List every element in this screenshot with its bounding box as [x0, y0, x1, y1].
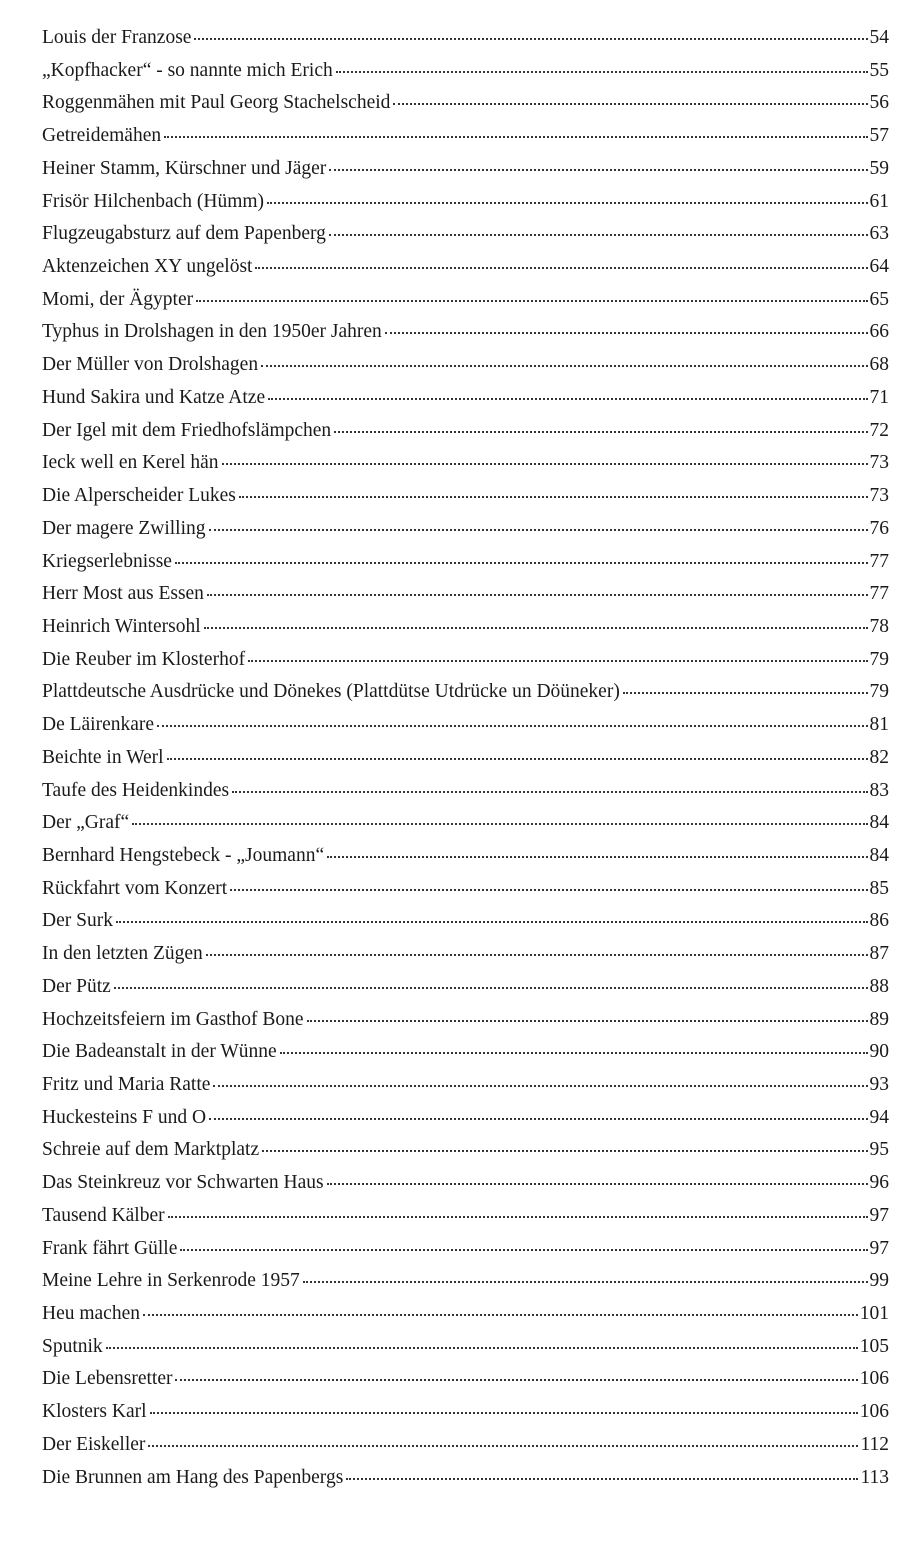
dot-leader: [175, 1379, 857, 1381]
toc-entry-title: Sputnik: [42, 1335, 103, 1357]
toc-entry-page: 87: [869, 943, 889, 965]
toc-entry: [42, 976, 889, 1009]
toc-entry: [42, 1074, 889, 1107]
toc-entry-page: 83: [869, 779, 889, 801]
toc-entry: [42, 125, 889, 158]
dot-leader: [116, 921, 868, 923]
toc-entry: [42, 518, 889, 551]
toc-entry-page: 85: [869, 877, 889, 899]
toc-entry-page: 65: [869, 288, 889, 310]
toc-entry-page: 90: [869, 1041, 889, 1063]
toc-entry: [42, 681, 889, 714]
toc-entry-title: Heu machen: [42, 1303, 140, 1325]
dot-leader: [261, 365, 867, 367]
toc-entry-page: 72: [869, 419, 889, 441]
toc-entry: [42, 1009, 889, 1042]
table-of-contents: [42, 27, 889, 1499]
dot-leader: [157, 725, 867, 727]
toc-entry: [42, 223, 889, 256]
dot-leader: [393, 103, 867, 105]
toc-entry-title: Das Steinkreuz vor Schwarten Haus: [42, 1172, 324, 1194]
toc-entry-page: 76: [869, 517, 889, 539]
dot-leader: [222, 463, 868, 465]
toc-entry-page: 79: [869, 681, 889, 703]
dot-leader: [303, 1281, 868, 1283]
toc-entry-title: Frank fährt Gülle: [42, 1237, 178, 1259]
toc-entry: [42, 1434, 889, 1467]
toc-entry: [42, 878, 889, 911]
dot-leader: [255, 267, 867, 269]
toc-entry-title: Hochzeitsfeiern im Gasthof Bone: [42, 1008, 304, 1030]
toc-entry-page: 106: [859, 1401, 889, 1423]
toc-entry: [42, 943, 889, 976]
dot-leader: [267, 202, 867, 204]
dot-leader: [334, 431, 867, 433]
toc-entry-page: 101: [859, 1303, 889, 1325]
toc-entry: [42, 191, 889, 224]
toc-entry: [42, 27, 889, 60]
dot-leader: [239, 496, 868, 498]
toc-entry: [42, 354, 889, 387]
toc-entry: [42, 60, 889, 93]
toc-entry-title: Der Pütz: [42, 975, 111, 997]
toc-entry: [42, 452, 889, 485]
toc-entry-page: 106: [859, 1368, 889, 1390]
toc-entry-title: Heiner Stamm, Kürschner und Jäger: [42, 157, 327, 179]
dot-leader: [230, 889, 867, 891]
dot-leader: [143, 1314, 858, 1316]
toc-entry: [42, 780, 889, 813]
dot-leader: [175, 562, 868, 564]
toc-entry-page: 89: [869, 1008, 889, 1030]
toc-entry-page: 88: [869, 975, 889, 997]
dot-leader: [164, 136, 867, 138]
dot-leader: [623, 692, 868, 694]
dot-leader: [180, 1249, 867, 1251]
toc-entry-title: Die Lebensretter: [42, 1368, 173, 1390]
toc-entry: [42, 551, 889, 584]
dot-leader: [336, 71, 868, 73]
toc-entry-title: Kriegserlebnisse: [42, 550, 172, 572]
toc-entry: [42, 714, 889, 747]
toc-entry: [42, 812, 889, 845]
toc-entry: [42, 92, 889, 125]
dot-leader: [148, 1445, 858, 1447]
toc-entry-page: 56: [869, 92, 889, 114]
toc-entry-title: Beichte in Werl: [42, 746, 164, 768]
toc-entry: [42, 1205, 889, 1238]
toc-entry: [42, 1172, 889, 1205]
toc-entry-page: 86: [869, 910, 889, 932]
toc-entry: [42, 420, 889, 453]
toc-entry-title: Huckesteins F und O: [42, 1106, 207, 1128]
toc-entry-title: Bernhard Hengstebeck - „Joumann“: [42, 844, 325, 866]
toc-entry-title: Roggenmähen mit Paul Georg Stachelscheid: [42, 92, 391, 114]
toc-entry-title: Der Surk: [42, 910, 113, 932]
toc-entry-title: Ieck well en Kerel hän: [42, 452, 219, 474]
toc-entry-page: 78: [869, 615, 889, 637]
toc-entry-page: 77: [869, 550, 889, 572]
toc-entry: [42, 321, 889, 354]
toc-entry-page: 73: [869, 452, 889, 474]
dot-leader: [307, 1020, 868, 1022]
toc-entry-page: 84: [869, 812, 889, 834]
toc-entry-page: 96: [869, 1172, 889, 1194]
toc-entry: [42, 1303, 889, 1336]
dot-leader: [207, 594, 868, 596]
dot-leader: [385, 332, 868, 334]
toc-entry-page: 81: [869, 714, 889, 736]
toc-entry-title: Herr Most aus Essen: [42, 583, 204, 605]
toc-entry-page: 57: [869, 125, 889, 147]
dot-leader: [213, 1085, 867, 1087]
toc-entry-title: Fritz und Maria Ratte: [42, 1074, 211, 1095]
toc-entry-page: 77: [869, 583, 889, 605]
toc-entry: [42, 1368, 889, 1401]
toc-entry-title: „Kopfhacker“ - so nannte mich Erich: [42, 59, 333, 81]
dot-leader: [327, 856, 867, 858]
toc-entry-title: Frisör Hilchenbach (Hümm): [42, 190, 265, 212]
toc-entry-title: Meine Lehre in Serkenrode 1957: [42, 1270, 300, 1292]
toc-entry: [42, 387, 889, 420]
toc-entry: [42, 158, 889, 191]
toc-entry-title: Heinrich Wintersohl: [42, 615, 201, 637]
toc-entry-page: 73: [869, 485, 889, 507]
toc-entry-page: 55: [869, 59, 889, 81]
toc-entry-title: Der Müller von Drolshagen: [42, 354, 259, 376]
toc-entry: [42, 845, 889, 878]
toc-entry-page: 63: [869, 223, 889, 245]
dot-leader: [132, 823, 867, 825]
toc-entry-title: Flugzeugabsturz auf dem Papenberg: [42, 223, 326, 245]
dot-leader: [248, 660, 867, 662]
toc-entry-page: 112: [860, 1433, 889, 1455]
toc-entry-page: 97: [869, 1204, 889, 1226]
toc-entry-page: 71: [869, 386, 889, 408]
toc-entry-page: 64: [869, 256, 889, 278]
toc-entry: [42, 616, 889, 649]
toc-entry-page: 66: [869, 321, 889, 343]
toc-entry-page: 94: [869, 1106, 889, 1128]
toc-entry: [42, 1467, 889, 1500]
dot-leader: [209, 529, 868, 531]
dot-leader: [327, 1183, 868, 1185]
toc-entry-title: In den letzten Zügen: [42, 943, 203, 965]
toc-entry-title: Tausend Kälber: [42, 1204, 165, 1226]
dot-leader: [329, 169, 867, 171]
toc-entry-title: Plattdeutsche Ausdrücke und Dönekes (Plattdütse Utdrücke un Döüneker): [42, 681, 620, 703]
toc-entry-page: 82: [869, 746, 889, 768]
toc-entry: [42, 1336, 889, 1369]
toc-entry: [42, 1139, 889, 1172]
dot-leader: [194, 38, 867, 40]
dot-leader: [114, 987, 868, 989]
toc-entry-page: 79: [869, 648, 889, 670]
toc-entry-title: Hund Sakira und Katze Atze: [42, 386, 266, 408]
toc-entry: [42, 1238, 889, 1271]
toc-entry-title: Der „Graf“: [42, 812, 130, 834]
toc-entry: [42, 256, 889, 289]
toc-entry: [42, 583, 889, 616]
toc-entry-title: Die Brunnen am Hang des Papenbergs: [42, 1466, 344, 1488]
toc-entry-title: Taufe des Heidenkindes: [42, 779, 230, 801]
toc-entry-title: Typhus in Drolshagen in den 1950er Jahren: [42, 321, 382, 343]
dot-leader: [168, 1216, 868, 1218]
toc-entry-page: 93: [869, 1074, 889, 1095]
toc-entry: [42, 1107, 889, 1140]
dot-leader: [206, 954, 868, 956]
dot-leader: [346, 1478, 858, 1480]
toc-entry-title: Der magere Zwilling: [42, 517, 206, 539]
toc-entry-title: Die Alperscheider Lukes: [42, 485, 236, 507]
dot-leader: [204, 627, 868, 629]
toc-entry-title: Die Badeanstalt in der Wünne: [42, 1041, 277, 1063]
toc-entry-page: 61: [869, 190, 889, 212]
toc-entry-page: 113: [860, 1466, 889, 1488]
toc-entry-title: Die Reuber im Klosterhof: [42, 648, 246, 670]
toc-entry-title: Momi, der Ägypter: [42, 288, 194, 310]
dot-leader: [167, 758, 868, 760]
toc-entry-page: 99: [869, 1270, 889, 1292]
dot-leader: [232, 791, 867, 793]
toc-entry: [42, 649, 889, 682]
dot-leader: [209, 1118, 867, 1120]
toc-entry-title: Der Igel mit dem Friedhofslämpchen: [42, 419, 332, 441]
toc-entry: [42, 1270, 889, 1303]
toc-entry-title: Klosters Karl: [42, 1401, 147, 1423]
toc-entry-title: Louis der Franzose: [42, 27, 192, 48]
toc-entry-title: De Läirenkare: [42, 714, 155, 736]
dot-leader: [196, 300, 867, 302]
toc-entry-title: Rückfahrt vom Konzert: [42, 877, 228, 899]
toc-entry: [42, 289, 889, 322]
toc-entry-page: 84: [869, 844, 889, 866]
dot-leader: [280, 1052, 868, 1054]
toc-entry: [42, 485, 889, 518]
toc-entry-title: Der Eiskeller: [42, 1433, 146, 1455]
toc-entry-page: 97: [869, 1237, 889, 1259]
toc-entry: [42, 1401, 889, 1434]
toc-entry-page: 59: [869, 157, 889, 179]
dot-leader: [262, 1150, 867, 1152]
dot-leader: [106, 1347, 858, 1349]
toc-entry: [42, 1041, 889, 1074]
dot-leader: [268, 398, 867, 400]
dot-leader: [329, 234, 868, 236]
toc-entry-page: 95: [869, 1139, 889, 1161]
dot-leader: [150, 1412, 858, 1414]
toc-entry: [42, 910, 889, 943]
toc-entry-page: 68: [869, 354, 889, 376]
toc-entry-title: Aktenzeichen XY ungelöst: [42, 256, 253, 278]
toc-entry-page: 54: [869, 27, 889, 48]
toc-entry-title: Schreie auf dem Marktplatz: [42, 1139, 260, 1161]
toc-entry-page: 105: [859, 1335, 889, 1357]
toc-entry-title: Getreidemähen: [42, 125, 162, 147]
toc-entry: [42, 747, 889, 780]
